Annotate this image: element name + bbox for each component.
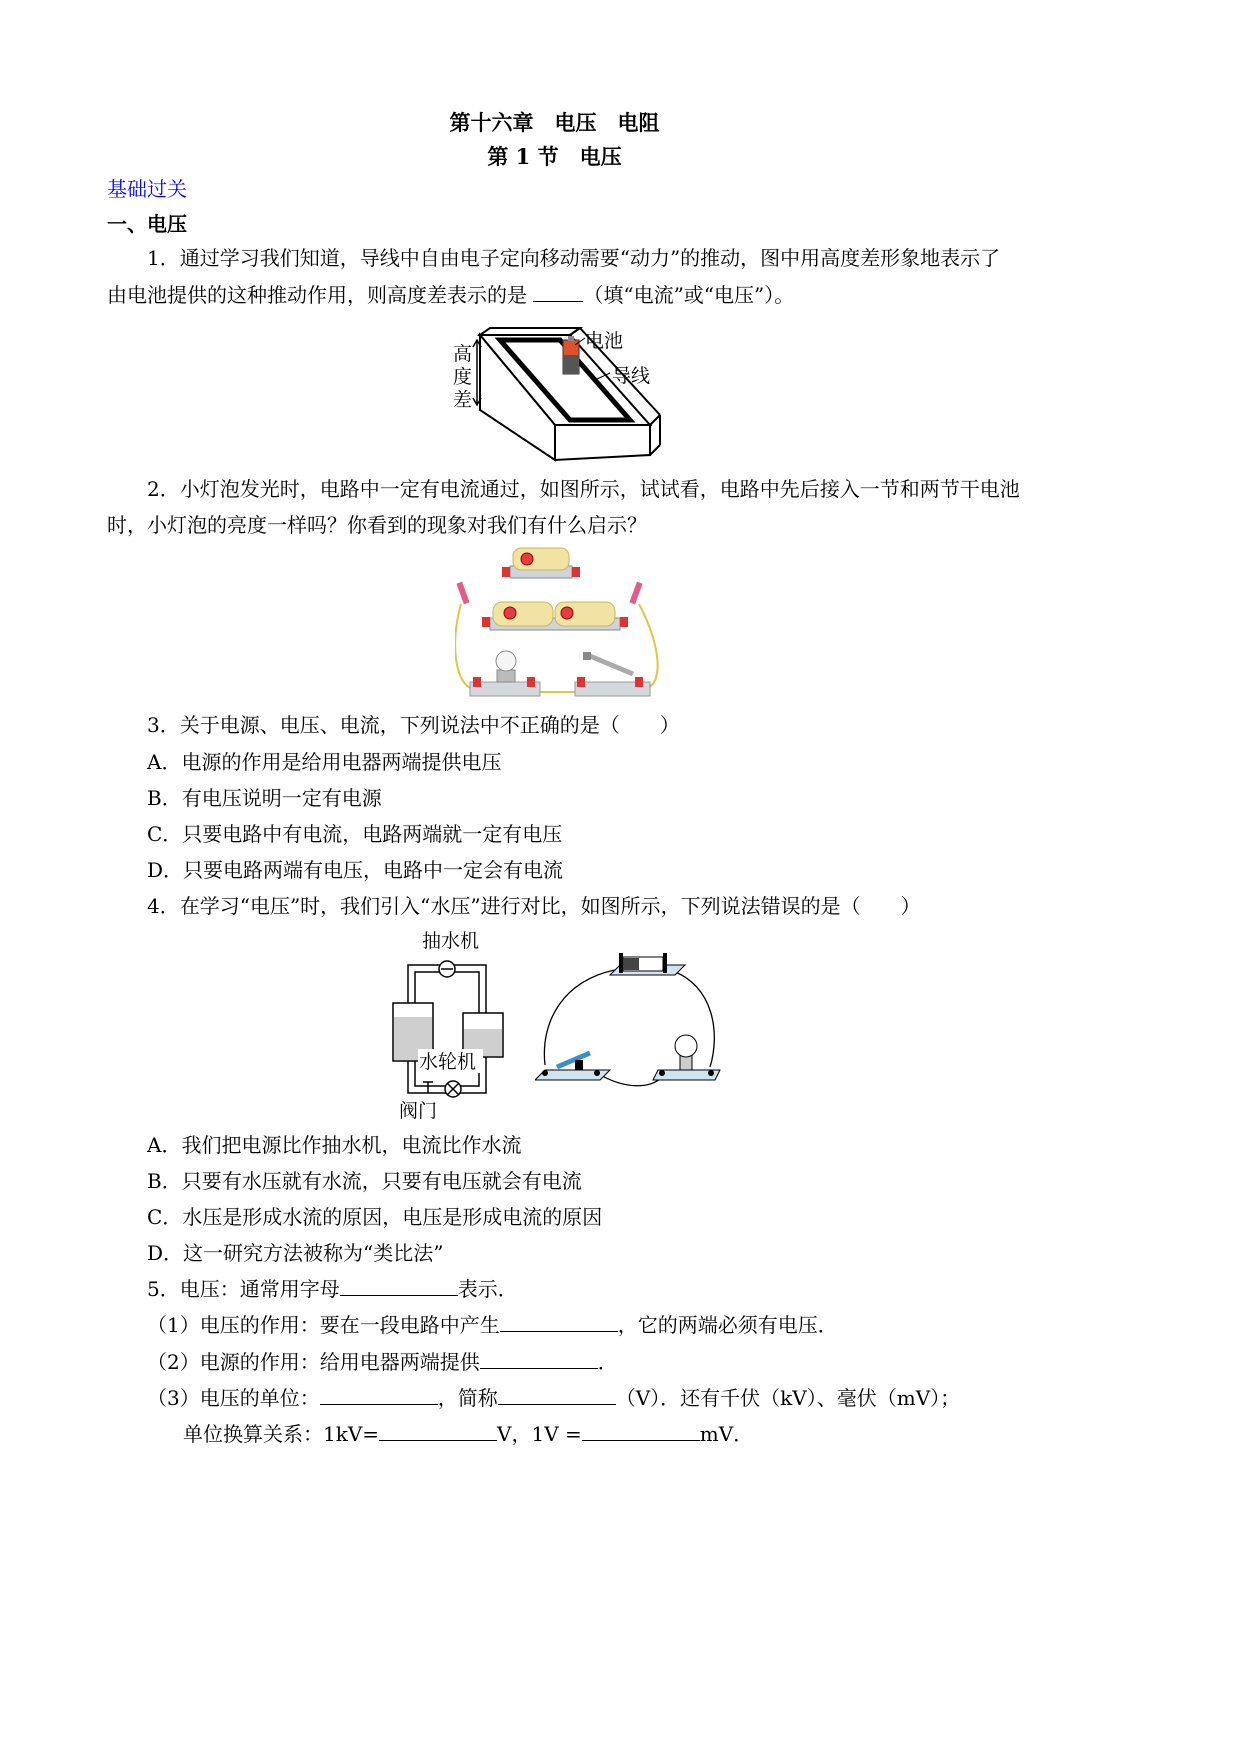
q4-option-b[interactable]: B．只要有水压就有水流，只要有电压就会有电流 — [147, 1169, 582, 1193]
q1-line1: 1．通过学习我们知道，导线中自由电子定向移动需要“动力”的推动，图中用高度差形象地表示了 — [147, 246, 1001, 270]
q4-stem: 4．在学习“电压”时，我们引入“水压”进行对比，如图所示，下列说法错误的是（ ） — [147, 894, 921, 918]
battery-circuit-figure — [455, 544, 675, 704]
double-battery — [482, 602, 628, 630]
q5-part3-pre: （3）电压的单位： — [147, 1386, 320, 1410]
q4-option-a[interactable]: A．我们把电源比作抽水机，电流比作水流 — [147, 1133, 522, 1157]
q5-blank-mv[interactable] — [582, 1422, 700, 1441]
q5-part4-pre: 单位换算关系：1kV= — [183, 1422, 380, 1446]
fig1-wire-label: 导线 — [612, 365, 651, 387]
q5-part3-mid: ，简称 — [437, 1386, 498, 1410]
water-pump-diagram — [385, 925, 520, 1120]
valve-icon — [423, 1082, 433, 1093]
q5-part3-post: （V）．还有千伏（kV）、毫伏（mV）； — [615, 1386, 961, 1410]
q5-blank-letter[interactable] — [340, 1277, 458, 1296]
q5-part4-post: mV． — [699, 1422, 754, 1446]
circuit-lamp — [653, 1035, 720, 1080]
q5-part1-post: ，它的两端必须有电压． — [617, 1313, 838, 1337]
alligator-clip-left — [456, 582, 469, 605]
bulb-icon — [496, 651, 516, 671]
part1-heading: 一、电压 — [107, 212, 187, 236]
q2-line1: 2．小灯泡发光时，电路中一定有电流通过，如图所示，试试看，电路中先后接入一节和两节干电池 — [147, 477, 1020, 501]
lamp-bulb-icon — [675, 1035, 697, 1057]
fig4-pump-label: 抽水机 — [422, 930, 480, 952]
fig4-valve-label: 阀门 — [399, 1100, 438, 1120]
q1-line2-pre: 由电池提供的这种推动作用，则高度差表示的是 — [107, 283, 527, 307]
lamp-holder — [470, 651, 540, 696]
q5-blank-unit-short[interactable] — [498, 1386, 616, 1405]
chapter-title: 第十六章 电压 电阻 — [449, 110, 660, 135]
alligator-clip-right — [629, 582, 642, 605]
q3-option-c[interactable]: C．只要电路中有电流，电路两端就一定有电压 — [147, 822, 563, 846]
q3-option-b[interactable]: B．有电压说明一定有电源 — [147, 786, 382, 810]
q5-blank-unit[interactable] — [320, 1386, 438, 1405]
q5-stem-post: 表示． — [457, 1277, 518, 1301]
electric-circuit-diagram — [535, 945, 725, 1095]
q5-blank-current[interactable] — [500, 1313, 618, 1332]
q4-option-d[interactable]: D．这一研究方法被称为“类比法” — [147, 1241, 444, 1265]
q5-part3 — [147, 1386, 960, 1410]
fig1-height-label-3: 差 — [453, 389, 473, 411]
q2-line2: 时，小灯泡的亮度一样吗？你看到的现象对我们有什么启示？ — [107, 513, 647, 537]
q1-line2-post: （填“电流”或“电压”）。 — [583, 283, 795, 307]
incline-diagram — [445, 320, 675, 465]
q3-stem: 3．关于电源、电压、电流，下列说法中不正确的是（ ） — [147, 713, 680, 737]
q5-blank-voltage[interactable] — [480, 1350, 598, 1369]
q5-part4 — [183, 1422, 753, 1446]
single-battery — [502, 548, 580, 578]
circuit-battery — [610, 953, 685, 975]
fig1-height-label-2: 度 — [453, 366, 473, 388]
wire-left — [455, 604, 473, 689]
q5-stem-pre: 5．电压：通常用字母 — [147, 1277, 340, 1301]
q5-part2-post: ． — [597, 1350, 618, 1374]
fig1-battery-label: 电池 — [585, 330, 624, 352]
wire-right — [639, 604, 658, 689]
q4-option-c[interactable]: C．水压是形成水流的原因，电压是形成电流的原因 — [147, 1205, 603, 1229]
q5-part1 — [147, 1313, 838, 1337]
circuit-switch — [535, 1053, 610, 1080]
q1-line2 — [107, 283, 794, 307]
section-title: 第 1 节 电压 — [487, 144, 622, 169]
q3-option-d[interactable]: D．只要电路两端有电压，电路中一定会有电流 — [147, 858, 564, 882]
circuit-wire-left — [544, 970, 615, 1065]
q5-part2-pre: （2）电源的作用：给用电器两端提供 — [147, 1350, 480, 1374]
q1-answer-blank[interactable] — [533, 283, 583, 302]
q5-part2 — [147, 1350, 618, 1374]
pump-icon — [439, 961, 455, 977]
turbine-icon — [445, 1081, 461, 1097]
switch — [575, 652, 650, 696]
q5-part4-mid: V，1V = — [497, 1422, 582, 1446]
fig1-height-label-1: 高 — [453, 343, 473, 365]
battery-icon — [563, 336, 579, 374]
basics-label: 基础过关 — [107, 177, 187, 201]
q5-part1-pre: （1）电压的作用：要在一段电路中产生 — [147, 1313, 500, 1337]
q5-stem — [147, 1277, 518, 1301]
q5-blank-kv[interactable] — [379, 1422, 497, 1441]
fig4-turbine-label: 水轮机 — [419, 1051, 477, 1073]
q3-option-a[interactable]: A．电源的作用是给用电器两端提供电压 — [147, 750, 502, 774]
